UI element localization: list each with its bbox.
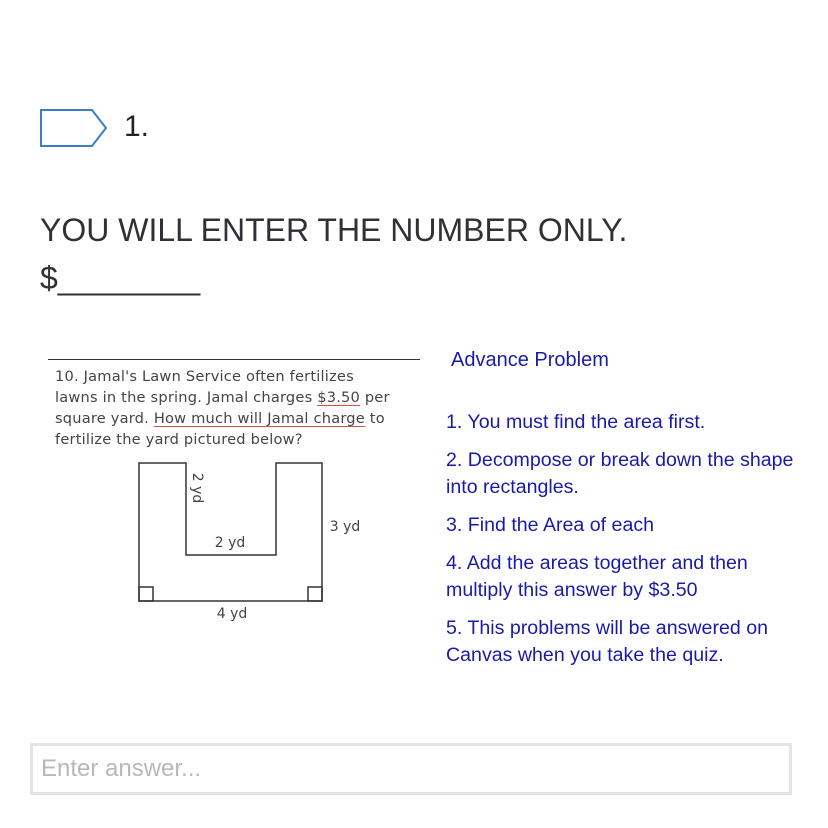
question-prompt: YOU WILL ENTER THE NUMBER ONLY. bbox=[40, 212, 628, 248]
advance-steps bbox=[446, 409, 804, 680]
answer-blank: $________ bbox=[40, 260, 201, 296]
step-item: 1. You must find the area first. bbox=[446, 411, 706, 433]
question-flag[interactable] bbox=[40, 108, 108, 148]
step-item: 2. Decompose or break down the shape into rectangles. bbox=[446, 449, 794, 498]
step-item: 5. This problems will be answered on Canvas when you take the quiz. bbox=[446, 617, 769, 666]
right-angle-mark-left bbox=[139, 587, 153, 601]
price-highlight: $3.50 bbox=[317, 389, 360, 406]
question-number: 1. bbox=[124, 110, 150, 143]
advance-title: Advance Problem bbox=[451, 349, 609, 371]
label-right-height: 3 yd bbox=[329, 519, 361, 535]
problem-figure bbox=[44, 345, 804, 675]
step-item: 3. Find the Area of each bbox=[446, 514, 655, 536]
flag-icon bbox=[40, 109, 108, 147]
problem-text: 10. Jamal's Lawn Service often fertilizes lawns in the spring. Jamal charges $3.50 per square yard. How much will Jamal charge to fertilize the yard pictured below? bbox=[55, 368, 390, 448]
label-inner-height: 2 yd bbox=[189, 472, 205, 504]
yard-diagram bbox=[44, 345, 434, 675]
question-highlight: How much will Jamal charge bbox=[153, 410, 365, 427]
right-angle-mark-right bbox=[308, 587, 322, 601]
step-item: 4. Add the areas together and then multiply this answer by $3.50 bbox=[446, 552, 748, 601]
answer-input[interactable] bbox=[33, 746, 789, 792]
label-inner-width: 2 yd bbox=[214, 535, 246, 551]
yard-shape bbox=[139, 463, 322, 601]
answer-box[interactable] bbox=[30, 743, 792, 795]
label-bottom-width: 4 yd bbox=[216, 606, 248, 622]
